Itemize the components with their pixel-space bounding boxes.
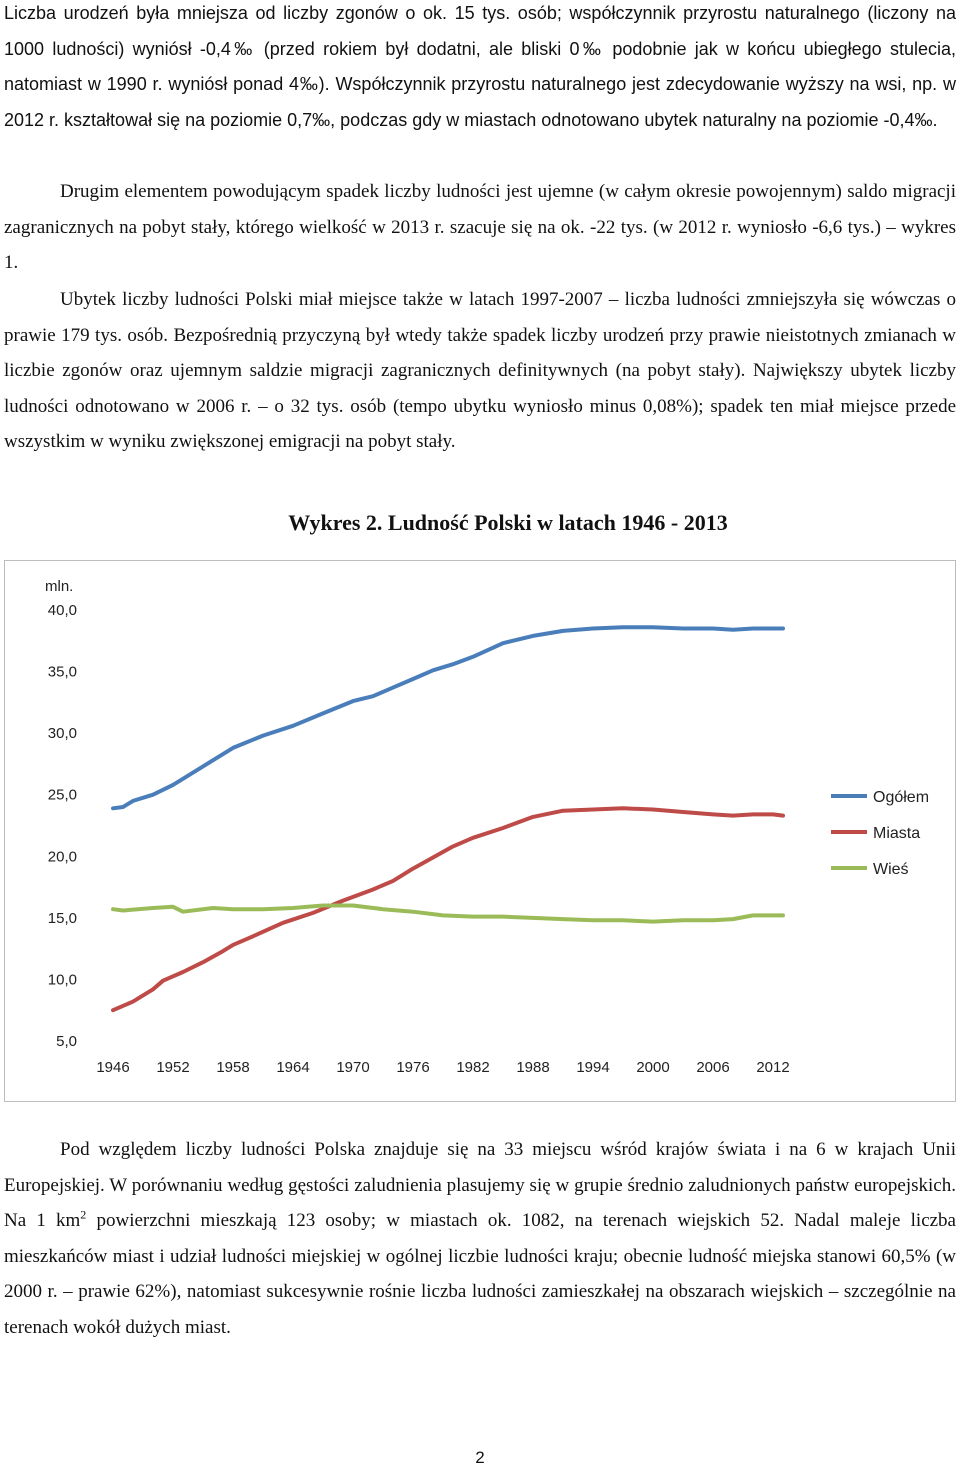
paragraph-birth-rate-text: Liczba urodzeń była mniejsza od liczby zgonów o ok. 15 tys. osób; współczynnik przyrostu naturalnego (liczony na 1000 ludności) wyniósł -0,4‰ (przed rokiem był dodatni, ale bliski 0‰ podobnie jak w końcu ubiegłego stulecia, natomiast w 1990 r. wyniósł ponad 4‰). Współczynnik przyrostu naturalnego jest zdecydowanie wyższy na wsi, np. w 2012 r. kształtował się na poziomie 0,7‰, podczas gdy w miastach odnotowano ubytek naturalny na poziomie -0,4‰. [4, 3, 956, 130]
y-tick-label: 5,0 [56, 1033, 77, 1050]
legend-label: Miasta [873, 825, 921, 842]
y-tick-label: 15,0 [47, 909, 77, 927]
x-tick-label: 1958 [216, 1059, 250, 1076]
x-tick-label: 1964 [276, 1059, 310, 1076]
x-tick-label: 2000 [636, 1059, 670, 1076]
y-tick-label: 20,0 [47, 848, 77, 866]
series-line-wieś [113, 906, 783, 922]
y-tick-label: 25,0 [47, 786, 77, 804]
page-number: 2 [475, 1448, 485, 1467]
x-tick-label: 1994 [576, 1059, 610, 1076]
density-text-part-1: Pod względem liczby ludności Polska znajduje się na 33 miejscu wśród krajów świata i na 6 w krajach Unii Europejskiej. W porównaniu według gęstości zaludnienia plasujemy się w grupie średnio zaludnionych państw europejskich. Na 1 km [4, 1139, 956, 1232]
series-line-ogółem [113, 627, 783, 808]
paragraph-population-decline [4, 282, 956, 460]
paragraph-birth-rate [4, 0, 956, 138]
legend-label: Ogółem [873, 789, 930, 806]
x-tick-label: 2012 [756, 1059, 790, 1076]
x-tick-label: 1988 [516, 1059, 550, 1076]
x-tick-label: 1976 [396, 1059, 430, 1076]
y-axis-unit-label: mln. [45, 578, 74, 595]
x-tick-label: 1970 [336, 1059, 370, 1076]
paragraph-migration-text: Drugim elementem powodującym spadek liczby ludności jest ujemne (w całym okresie powojennym) saldo migracji zagranicznych na pobyt stały, którego wielkość w 2013 r. szacuje się na ok. -22 tys. (w 2012 r. wyniosło -6,6 tys.) – wykres 1. [4, 181, 956, 274]
legend-label: Wieś [873, 861, 909, 878]
chart-title: Wykres 2. Ludność Polski w latach 1946 - 2013 [288, 510, 728, 535]
y-tick-label: 40,0 [47, 602, 77, 619]
superscript-2: 2 [80, 1207, 87, 1222]
paragraph-migration [4, 174, 956, 281]
x-tick-label: 1982 [456, 1059, 490, 1076]
y-tick-label: 35,0 [47, 663, 77, 681]
x-tick-label: 1946 [96, 1059, 130, 1076]
y-tick-label: 30,0 [47, 725, 77, 743]
population-line-chart [5, 561, 955, 1101]
x-tick-label: 2006 [696, 1059, 730, 1076]
y-tick-label: 10,0 [47, 971, 77, 989]
x-tick-label: 1952 [156, 1059, 190, 1076]
chart-frame [4, 560, 956, 1102]
paragraph-population-decline-text: Ubytek liczby ludności Polski miał miejsce także w latach 1997-2007 – liczba ludności zmniejszyła się wówczas o prawie 179 tys. osób. Bezpośrednią przyczyną był wtedy także spadek liczby urodzeń przy prawie nieistotnych zmianach w liczbie zgonów oraz ujemnym saldzie migracji zagranicznych definitywnych (na pobyt stały). Największy ubytek liczby ludności odnotowano w 2006 r. – o 32 tys. osób (tempo ubytku wyniosło minus 0,08%); spadek ten miał miejsce przede wszystkim w wyniku zwiększonej emigracji na pobyt stały. [4, 289, 956, 453]
paragraph-density [4, 1132, 956, 1346]
density-text-part-2: powierzchni mieszkają 123 osoby; w miastach ok. 1082, na terenach wiejskich 52. Nadal maleje liczba mieszkańców miast i udział ludności miejskiej w ogólnej liczbie ludności kraju; obecnie ludność miejska stanowi 60,5% (w 2000 r. – prawie 62%), natomiast sukcesywnie rośnie liczba ludności zamieszkałej na obszarach wiejskich – szczególnie na terenach wokół dużych miast. [4, 1210, 956, 1338]
paragraph-density-text [4, 1132, 956, 1346]
